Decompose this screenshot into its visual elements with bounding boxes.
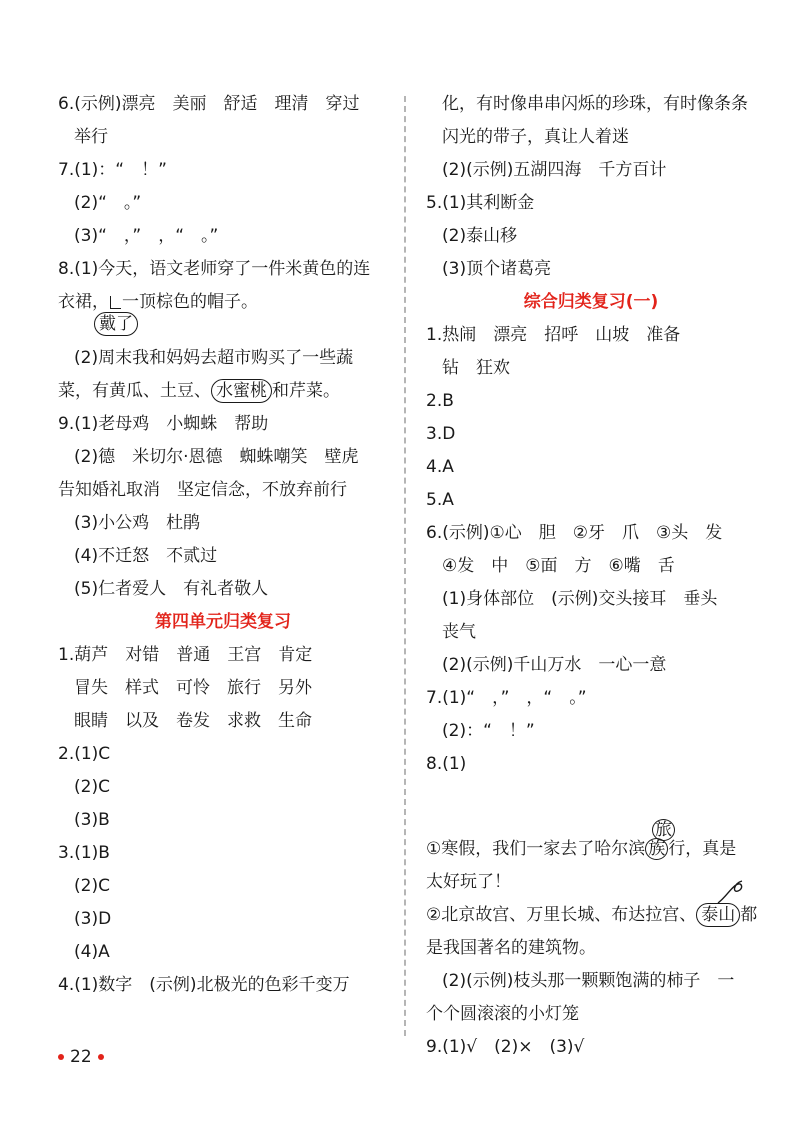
- answer-line: (2)C: [74, 876, 110, 896]
- answer-line: 是我国著名的建筑物。: [426, 938, 596, 958]
- answer-line: (3)“ ，” ，“ 。”: [74, 226, 219, 246]
- answer-line: (4)不迁怒 不贰过: [74, 546, 218, 566]
- answer-line: (2)周末我和妈妈去超市购买了一些蔬: [74, 348, 354, 368]
- answer-line: 个个圆滚滚的小灯笼: [426, 1004, 579, 1024]
- answer-line: (2)(示例)枝头那一颗颗饱满的柿子 一: [442, 971, 735, 991]
- answer-line: 9.(1)√ (2)× (3)√: [426, 1037, 585, 1057]
- line-text: ②北京故宫、万里长城、布达拉宫、: [426, 905, 697, 925]
- answer-line: 钻 狂欢: [442, 358, 510, 378]
- circled-char: 族: [645, 838, 668, 860]
- answer-line: 7.(1)：“ ！”: [58, 160, 167, 180]
- answer-line: (2)“ 。”: [74, 193, 142, 213]
- answer-line: (3)D: [74, 909, 112, 929]
- line-text: 行，真是: [668, 839, 737, 859]
- answer-line: 1.葫芦 对错 普通 王宫 肯定: [58, 645, 313, 665]
- dot-right-icon: [98, 1054, 104, 1060]
- answer-line: 2.B: [426, 391, 454, 411]
- answer-line: 告知婚礼取消 坚定信念，不放弃前行: [58, 480, 347, 500]
- answer-line: 眼睛 以及 卷发 求救 生命: [74, 711, 312, 731]
- answer-line: (3)小公鸡 杜鹃: [74, 513, 201, 533]
- answer-line: (2)：“ ！”: [442, 721, 535, 741]
- page-number: [58, 1047, 104, 1067]
- section-title: 综合归类复习(一): [523, 292, 659, 312]
- deletion-mark-icon: [716, 879, 746, 905]
- answer-line: (2)德 米切尔·恩德 蜘蛛嘲笑 壁虎: [74, 447, 359, 467]
- line-text: 和芹菜。: [272, 381, 340, 401]
- answer-line: (2)(示例)五湖四海 千方百计: [442, 160, 667, 180]
- inserted-word: 戴了: [94, 312, 138, 336]
- answer-line: 5.(1)其利断金: [426, 193, 535, 213]
- correction-char: 旅: [652, 819, 675, 841]
- answer-line: 举行: [74, 127, 108, 147]
- line-text: ①寒假，我们一家去了哈尔滨: [426, 839, 646, 859]
- answer-line: 7.(1)“ ，” ，“ 。”: [426, 688, 587, 708]
- section-title: 第四单元归类复习: [155, 612, 291, 632]
- answer-line: 3.D: [426, 424, 456, 444]
- page-number-text: 22: [70, 1047, 92, 1067]
- column-divider: [404, 96, 406, 1036]
- answer-line: (2)泰山移: [442, 226, 518, 246]
- answer-line: (3)B: [74, 810, 110, 830]
- answer-line: 5.A: [426, 490, 454, 510]
- line-text: 菜，有黄瓜、土豆、: [58, 381, 211, 401]
- answer-line: 8.(1)今天，语文老师穿了一件米黄色的连: [58, 259, 371, 279]
- answer-line: 4.A: [426, 457, 454, 477]
- answer-line: (2)C: [74, 777, 110, 797]
- answer-line: 6.(示例)①心 胆 ②牙 爪 ③头 发: [426, 523, 723, 543]
- left-column: [58, 88, 388, 1002]
- insertion-mark-icon: [110, 296, 121, 309]
- corrected-word: 水蜜桃: [211, 379, 272, 403]
- line-text: 衣裙，: [58, 292, 109, 312]
- answer-line: [426, 820, 756, 866]
- answer-line: 2.(1)C: [58, 744, 111, 764]
- answer-line: 化，有时像串串闪烁的珍珠，有时像条条: [442, 94, 748, 114]
- answer-line: 8.(1): [426, 754, 467, 774]
- answer-line: [426, 899, 756, 932]
- answer-line: (2)(示例)千山万水 一心一意: [442, 655, 667, 675]
- answer-line: [58, 375, 388, 408]
- answer-line: (5)仁者爱人 有礼者敬人: [74, 579, 269, 599]
- dot-left-icon: [58, 1054, 64, 1060]
- answer-line: (1)身体部位 (示例)交头接耳 垂头: [442, 589, 718, 609]
- answer-line: 6.(示例)漂亮 美丽 舒适 理清 穿过: [58, 94, 360, 114]
- answer-line: (3)顶个诸葛亮: [442, 259, 552, 279]
- right-column: [426, 88, 756, 1064]
- answer-line: 1.热闹 漂亮 招呼 山坡 准备: [426, 325, 681, 345]
- answer-line: 太好玩了！: [426, 872, 511, 892]
- line-text: 都: [740, 905, 758, 925]
- answer-line: [58, 286, 388, 342]
- answer-line: 4.(1)数字 (示例)北极光的色彩千变万: [58, 975, 350, 995]
- answer-line: 3.(1)B: [58, 843, 110, 863]
- answer-line: ④发 中 ⑤面 方 ⑥嘴 舌: [442, 556, 675, 576]
- answer-line: 丧气: [442, 622, 476, 642]
- corrected-word: 泰山: [696, 903, 740, 927]
- answer-line: [426, 781, 756, 833]
- answer-line: 9.(1)老母鸡 小蜘蛛 帮助: [58, 414, 269, 434]
- line-text: 一顶棕色的帽子。: [122, 292, 258, 312]
- answer-line: 冒失 样式 可怜 旅行 另外: [74, 678, 312, 698]
- answer-line: (4)A: [74, 942, 110, 962]
- answer-line: 闪光的带子，真让人着迷: [442, 127, 629, 147]
